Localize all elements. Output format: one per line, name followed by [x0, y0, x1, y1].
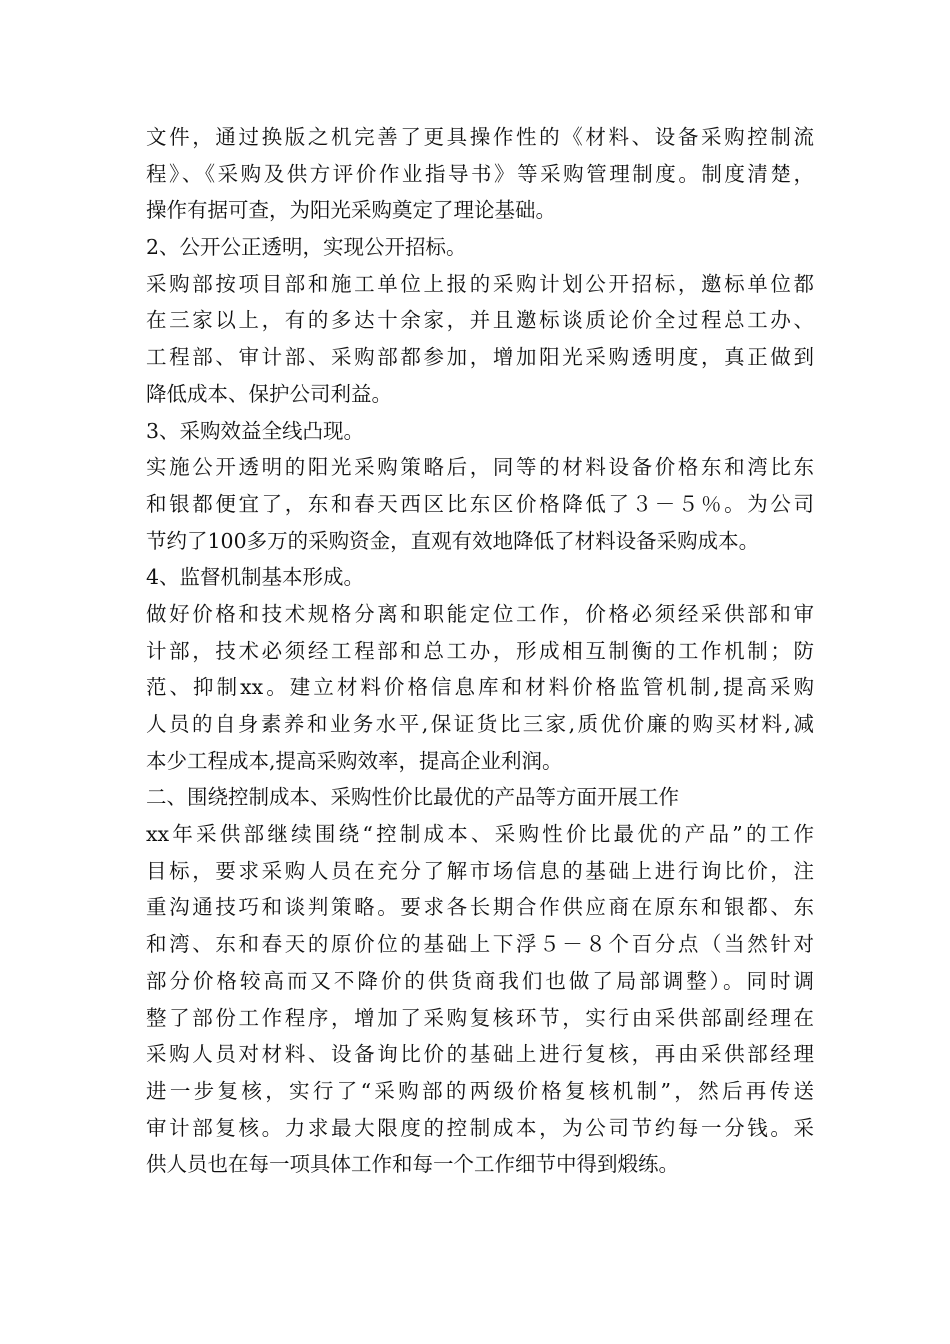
text-line: 文件，通过换版之机完善了更具操作性的《材料、设备采购控制流 — [146, 125, 814, 149]
text-line: 节约了100多万的采购资金，直观有效地降低了材料设备采购成本。 — [146, 528, 760, 553]
text-line: 在三家以上，有的多达十余家，并且邀标谈质论价全过程总工办、 — [146, 308, 814, 333]
text-line: 做好价格和技术规格分离和职能定位工作，价格必须经采供部和审 — [146, 601, 814, 626]
text-line: 供人员也在每一项具体工作和每一个工作细节中得到煅练。 — [146, 1152, 679, 1177]
text-line: 整了部份工作程序，增加了采购复核环节，实行由采供部副经理在 — [146, 1005, 814, 1030]
text-line: 审计部复核。力求最大限度的控制成本，为公司节约每一分钱。采 — [146, 1115, 814, 1140]
section-heading: 二、围绕控制成本、采购性价比最优的产品等方面开展工作 — [146, 785, 679, 810]
text-line: 进一步复核，实行了“采购部的两级价格复核机制”，然后再传送 — [146, 1078, 814, 1103]
text-line: 计部，技术必须经工程部和总工办，形成相互制衡的工作机制；防 — [146, 638, 814, 663]
body-text — [146, 119, 814, 1183]
text-line: 重沟通技巧和谈判策略。要求各长期合作供应商在原东和银都、东 — [146, 895, 814, 920]
section-heading: 3、采购效益全线凸现。 — [146, 418, 365, 443]
text-line: 实施公开透明的阳光采购策略后，同等的材料设备价格东和湾比东 — [146, 455, 814, 480]
text-line: xx年采供部继续围绕“控制成本、采购性价比最优的产品”的工作 — [146, 822, 814, 847]
text-line: 范、抑制xx。建立材料价格信息库和材料价格监管机制,提高采购 — [146, 675, 814, 700]
text-line: 部分价格较高而又不降价的供货商我们也做了局部调整）。同时调 — [146, 968, 814, 993]
text-line: 程》、《采购及供方评价作业指导书》等采购管理制度。制度清楚， — [146, 161, 814, 186]
text-line: 和湾、东和春天的原价位的基础上下浮５－８个百分点（当然针对 — [146, 932, 814, 957]
text-line: 降低成本、保护公司利益。 — [146, 381, 392, 406]
text-line: 目标，要求采购人员在充分了解市场信息的基础上进行询比价，注 — [146, 858, 814, 883]
text-line: 采购部按项目部和施工单位上报的采购计划公开招标，邀标单位都 — [146, 271, 814, 296]
text-line: 人员的自身素养和业务水平,保证货比三家,质优价廉的购买材料,减 — [146, 712, 814, 736]
text-line: 和银都便宜了，东和春天西区比东区价格降低了３－５％。为公司 — [146, 491, 814, 516]
text-line: 操作有据可查，为阳光采购奠定了理论基础。 — [146, 198, 556, 223]
text-line: 工程部、审计部、采购部都参加，增加阳光采购透明度，真正做到 — [146, 345, 814, 370]
text-line: 本少工程成本,提高采购效率，提高企业利润。 — [146, 748, 563, 773]
section-heading: 4、监督机制基本形成。 — [146, 565, 365, 590]
text-line: 采购人员对材料、设备询比价的基础上进行复核，再由采供部经理 — [146, 1042, 814, 1067]
section-heading: 2、公开公正透明，实现公开招标。 — [146, 235, 467, 260]
